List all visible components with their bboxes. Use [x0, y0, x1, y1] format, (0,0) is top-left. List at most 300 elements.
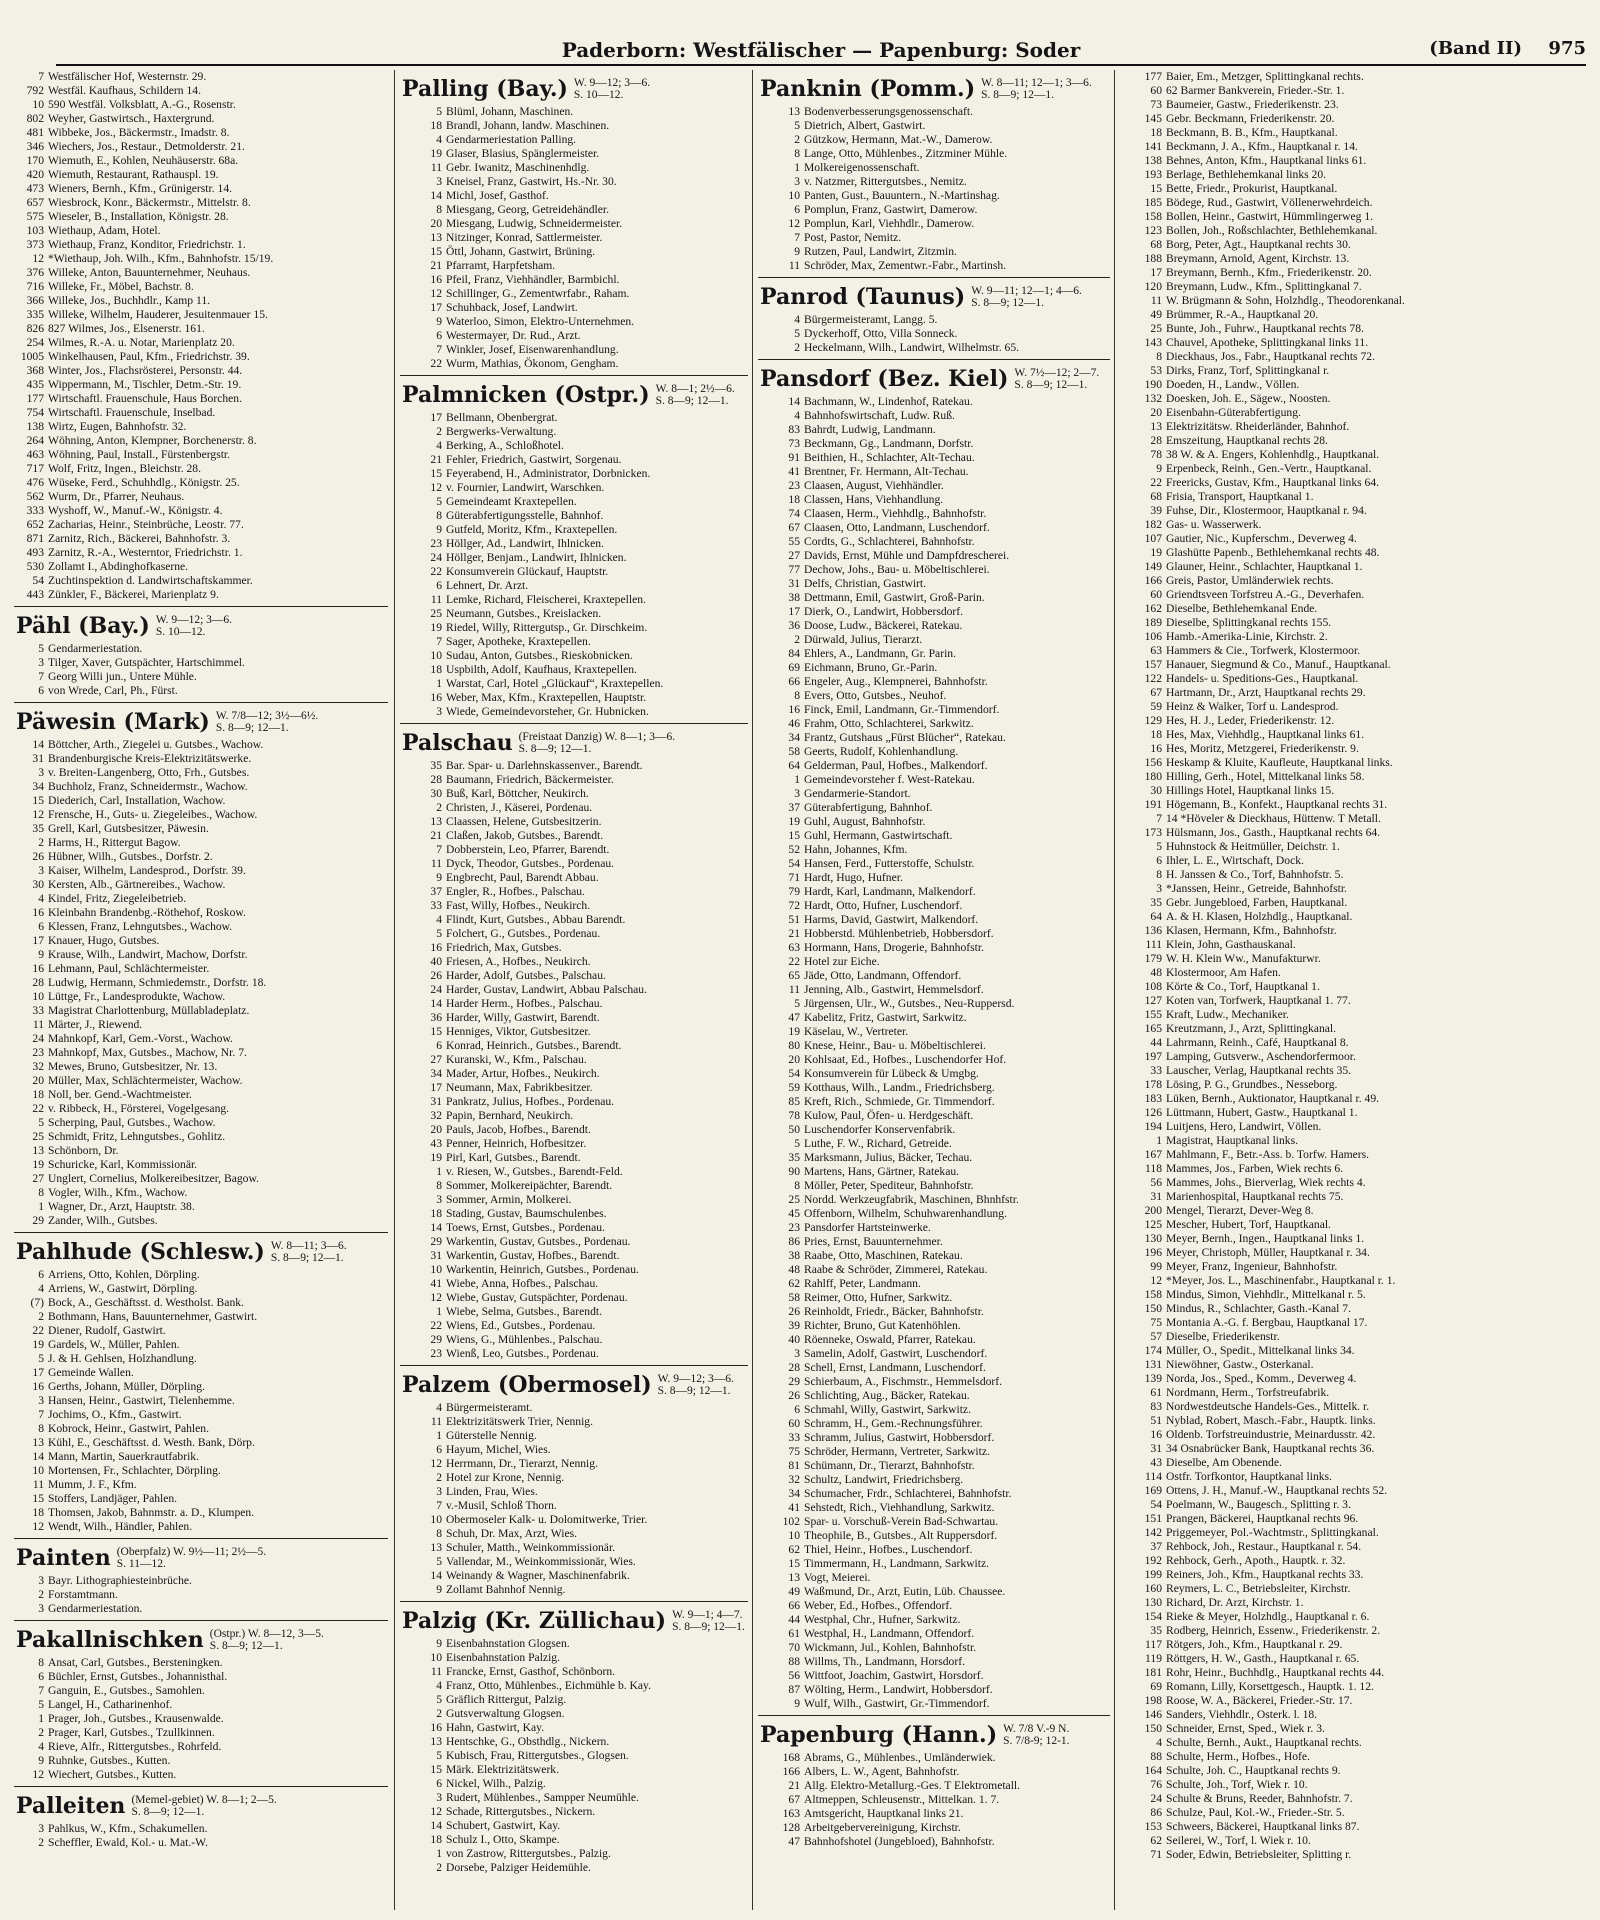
directory-entry	[1120, 1764, 1590, 1778]
phone-number: 9	[1156, 462, 1162, 475]
subscriber-text: Claasen, August, Viehhändler.	[804, 479, 944, 492]
directory-entry	[1120, 154, 1590, 168]
phone-number: 67	[788, 521, 800, 534]
directory-entry	[14, 420, 388, 434]
phone-number: 40	[788, 1333, 800, 1346]
phone-number: 493	[26, 546, 44, 559]
phone-number: 657	[26, 196, 44, 209]
subscriber-text: Harder, Willy, Gastwirt, Barendt.	[446, 1011, 600, 1024]
directory-entry	[758, 703, 1110, 717]
subscriber-text: Bollen, Heinr., Gastwirt, Hümmlingerweg 1.	[1166, 210, 1374, 223]
phone-number: 54	[788, 1067, 800, 1080]
phone-number: 24	[32, 1032, 44, 1045]
phone-number: 21	[788, 1779, 800, 1792]
directory-entry	[758, 941, 1110, 955]
phone-number: 1	[436, 1847, 442, 1860]
place-heading	[760, 284, 1110, 310]
subscriber-text: Lauscher, Verlag, Hauptkanal rechts 35.	[1166, 1064, 1352, 1077]
phone-number: 31	[430, 1095, 442, 1108]
subscriber-text: Lehnert, Dr. Arzt.	[446, 579, 529, 592]
directory-entry	[14, 1506, 388, 1520]
phone-number: 14	[32, 738, 44, 751]
directory-entry	[758, 437, 1110, 451]
phone-number: 21	[788, 927, 800, 940]
phone-number: 2	[436, 1861, 442, 1874]
subscriber-text: Miesgang, Georg, Getreidehändler.	[446, 203, 610, 216]
phone-number: 24	[1150, 1792, 1162, 1805]
directory-entry	[1120, 98, 1590, 112]
phone-number: 69	[788, 661, 800, 674]
subscriber-text: Hotel zur Eiche.	[804, 955, 880, 968]
subscriber-text: Hanauer, Siegmund & Co., Manuf., Hauptkanal.	[1166, 658, 1391, 671]
directory-entry	[14, 1282, 388, 1296]
directory-entry	[400, 1499, 748, 1513]
subscriber-text: Pries, Ernst, Bauunternehmer.	[804, 1235, 943, 1248]
subscriber-text: Rehbock, Gerh., Apoth., Hauptk. r. 32.	[1166, 1554, 1346, 1567]
place-name: Palling (Bay.)	[402, 76, 568, 102]
phone-number: 154	[1144, 1610, 1162, 1623]
sunday-hours: S. 8—9; 12—1.	[657, 1385, 731, 1397]
subscriber-text: Mader, Artur, Hofbes., Neukirch.	[446, 1067, 600, 1080]
subscriber-text: Klein, John, Gasthauskanal.	[1166, 938, 1296, 951]
directory-entry	[14, 140, 388, 154]
directory-entry	[14, 84, 388, 98]
phone-number: 11	[430, 161, 442, 174]
phone-number: 14	[430, 1569, 442, 1582]
subscriber-text: v.-Musil, Schloß Thorn.	[446, 1499, 557, 1512]
phone-number: 190	[1144, 378, 1162, 391]
weekday-hours: W. 8—11; 3—6.	[270, 1240, 347, 1252]
directory-entry	[1120, 672, 1590, 686]
directory-entry	[1120, 1120, 1590, 1134]
directory-entry	[758, 689, 1110, 703]
phone-number: 7	[38, 670, 44, 683]
phone-number: 180	[1144, 770, 1162, 783]
column-1	[14, 70, 388, 1910]
phone-number: 443	[26, 588, 44, 601]
subscriber-text: Wibbeke, Jos., Bäckermstr., Imadstr. 8.	[48, 126, 230, 139]
column-3	[758, 70, 1110, 1910]
phone-number: 26	[430, 969, 442, 982]
weekday-hours: W. 9—11; 12—1; 4—6.	[971, 285, 1082, 297]
directory-entry	[1120, 1722, 1590, 1736]
place-heading	[760, 1722, 1110, 1748]
phone-number: 183	[1144, 1092, 1162, 1105]
directory-entry	[14, 1712, 388, 1726]
directory-entry	[1120, 994, 1590, 1008]
directory-entry	[400, 1277, 748, 1291]
subscriber-text: Dyckerhoff, Otto, Villa Sonneck.	[804, 327, 958, 340]
phone-number: 80	[788, 1039, 800, 1052]
phone-number: 826	[26, 322, 44, 335]
phone-number: 30	[32, 878, 44, 891]
subscriber-text: Marienhospital, Hauptkanal rechts 75.	[1166, 1190, 1344, 1203]
directory-entry	[758, 479, 1110, 493]
directory-entry	[758, 745, 1110, 759]
directory-entry	[758, 759, 1110, 773]
subscriber-text: Pansdorfer Hartsteinwerke.	[804, 1221, 931, 1234]
subscriber-text: Buchholz, Franz, Schneidermstr., Wachow.	[48, 780, 248, 793]
subscriber-text: Dieselbe, Am Obenende.	[1166, 1456, 1282, 1469]
directory-entry	[1120, 1386, 1590, 1400]
phone-number: 125	[1144, 1218, 1162, 1231]
directory-entry	[400, 147, 748, 161]
phone-number: 2	[38, 1726, 44, 1739]
phone-number: 435	[26, 378, 44, 391]
phone-number: 9	[436, 523, 442, 536]
subscriber-text: Beithien, H., Schlachter, Alt-Techau.	[804, 451, 975, 464]
subscriber-text: Kreft, Rich., Schmiede, Gr. Timmendorf.	[804, 1095, 995, 1108]
subscriber-text: Koten van, Torfwerk, Hauptkanal 1. 77.	[1166, 994, 1351, 1007]
directory-entry	[400, 1415, 748, 1429]
phone-number: 88	[788, 1655, 800, 1668]
subscriber-text: Glauner, Heinr., Schlachter, Hauptkanal 1.	[1166, 560, 1363, 573]
directory-entry	[1120, 728, 1590, 742]
directory-entry	[1120, 350, 1590, 364]
directory-entry	[758, 1487, 1110, 1501]
directory-entry	[400, 1679, 748, 1693]
subscriber-text: Bahnhofshotel (Jungebloed), Bahnhofstr.	[804, 1835, 995, 1848]
phone-number: 4	[436, 439, 442, 452]
subscriber-text: Dieselbe, Bethlehemkanal Ende.	[1166, 602, 1318, 615]
phone-number: 652	[26, 518, 44, 531]
phone-number: 19	[788, 815, 800, 828]
subscriber-text: Brandenburgische Kreis-Elektrizitätswerke.	[48, 752, 252, 765]
subscriber-text: Claassen, Helene, Gutsbesitzerin.	[446, 815, 602, 828]
subscriber-text: Klessen, Franz, Lehngutsbes., Wachow.	[48, 920, 233, 933]
weekday-hours: W. 7/8—12; 3½—6½.	[215, 710, 319, 722]
subscriber-text: Märk. Elektrizitätswerk.	[446, 1763, 559, 1776]
subscriber-text: Bunte, Joh., Fuhrw., Hauptkanal rechts 78.	[1166, 322, 1364, 335]
place-name: Palleiten	[16, 1793, 126, 1819]
directory-entry	[1120, 574, 1590, 588]
phone-number: 173	[1144, 826, 1162, 839]
phone-number: 7	[436, 843, 442, 856]
phone-number: 16	[788, 703, 800, 716]
phone-number: 119	[1145, 1652, 1162, 1665]
subscriber-text: Rehbock, Joh., Restaur., Hauptkanal r. 54.	[1166, 1540, 1362, 1553]
phone-number: 62	[788, 1277, 800, 1290]
phone-number: 5	[38, 1698, 44, 1711]
subscriber-text: 34 Osnabrücker Bank, Hauptkanal rechts 36.	[1166, 1442, 1375, 1455]
subscriber-text: Wölting, Herm., Landwirt, Hobbersdorf.	[804, 1683, 993, 1696]
office-hours	[519, 731, 676, 755]
subscriber-text: Kaiser, Wilhelm, Landesprod., Dorfstr. 39.	[48, 864, 246, 877]
phone-number: 45	[788, 1207, 800, 1220]
directory-entry	[1120, 1036, 1590, 1050]
phone-number: 56	[1150, 1176, 1162, 1189]
subscriber-text: Reimer, Otto, Hufner, Sarkwitz.	[804, 1291, 953, 1304]
phone-number: 66	[788, 675, 800, 688]
directory-entry	[758, 1613, 1110, 1627]
directory-entry	[758, 829, 1110, 843]
subscriber-text: Wurm, Mathias, Ökonom, Gengham.	[446, 357, 619, 370]
phone-number: 86	[1150, 1806, 1162, 1819]
directory-entry	[1120, 770, 1590, 784]
directory-entry	[14, 1268, 388, 1282]
subscriber-text: Lüttmann, Hubert, Gastw., Hauptkanal 1.	[1166, 1106, 1358, 1119]
phone-number: 23	[788, 479, 800, 492]
directory-entry	[758, 1235, 1110, 1249]
sunday-hours: S. 8—9; 12—1.	[131, 1806, 205, 1818]
subscriber-text: Krause, Wilh., Landwirt, Machow, Dorfstr.	[48, 948, 248, 961]
directory-entry	[1120, 1022, 1590, 1036]
subscriber-text: Güterabfertigung, Bahnhof.	[804, 801, 933, 814]
phone-number: 114	[1145, 1470, 1162, 1483]
phone-number: 26	[788, 1305, 800, 1318]
subscriber-text: Kabelitz, Fritz, Gastwirt, Sarkwitz.	[804, 1011, 967, 1024]
directory-entry	[1120, 1092, 1590, 1106]
subscriber-text: Buß, Karl, Böttcher, Neukirch.	[446, 787, 589, 800]
subscriber-text: Schröder, Max, Zementwr.-Fabr., Martinsh.	[804, 259, 1007, 272]
phone-number: 8	[38, 1422, 44, 1435]
directory-entry	[1120, 70, 1590, 84]
directory-entry	[758, 1277, 1110, 1291]
phone-number: 13	[1150, 420, 1162, 433]
subscriber-text: Wieseler, B., Installation, Königstr. 28.	[48, 210, 229, 223]
phone-number: 90	[788, 1165, 800, 1178]
subscriber-text: Dietrich, Albert, Gastwirt.	[804, 119, 926, 132]
phone-number: 3	[436, 1791, 442, 1804]
subscriber-text: Schröder, Hermann, Vertreter, Sarkwitz.	[804, 1445, 990, 1458]
directory-entry	[1120, 1820, 1590, 1834]
weekday-hours: W. 9—12; 3—6.	[573, 77, 651, 89]
subscriber-text: Nyblad, Robert, Masch.-Fabr., Hauptk. links.	[1166, 1414, 1376, 1427]
subscriber-text: Schell, Ernst, Landmann, Luschendorf.	[804, 1361, 986, 1374]
directory-entry	[400, 1637, 748, 1651]
office-hours	[1014, 367, 1099, 391]
directory-entry	[400, 1665, 748, 1679]
phone-number: 2	[38, 836, 44, 849]
phone-number: 15	[32, 794, 44, 807]
directory-entry	[14, 1478, 388, 1492]
phone-number: 368	[26, 364, 44, 377]
subscriber-text: Berlage, Bethlehemkanal links 20.	[1166, 168, 1327, 181]
subscriber-text: Kubisch, Frau, Rittergutsbes., Glogsen.	[446, 1749, 629, 1762]
phone-number: 8	[794, 147, 800, 160]
place-heading	[402, 1372, 748, 1398]
phone-number: 23	[430, 1347, 442, 1360]
directory-entry	[14, 670, 388, 684]
phone-number: 7	[38, 1408, 44, 1421]
office-hours	[981, 77, 1092, 101]
subscriber-text: Pankratz, Julius, Hofbes., Pordenau.	[446, 1095, 615, 1108]
phone-number: 15	[1150, 182, 1162, 195]
phone-number: 34	[788, 731, 800, 744]
subscriber-text: Mindus, Simon, Viehhdlr., Mittelkanal r. 5.	[1166, 1288, 1366, 1301]
phone-number: 73	[788, 437, 800, 450]
subscriber-text: Schönborn, Dr.	[48, 1144, 119, 1157]
phone-number: 73	[1150, 98, 1162, 111]
subscriber-text: Wyshoff, W., Manuf.-W., Königstr. 4.	[48, 504, 223, 517]
subscriber-text: Westermayer, Dr. Rud., Arzt.	[446, 329, 581, 342]
directory-entry	[14, 1464, 388, 1478]
directory-entry	[400, 523, 748, 537]
directory-entry	[758, 1263, 1110, 1277]
subscriber-text: Timmermann, H., Landmann, Sarkwitz.	[804, 1557, 990, 1570]
subscriber-text: Gutsverwaltung Glogsen.	[446, 1707, 565, 1720]
directory-entry	[400, 691, 748, 705]
directory-entry	[1120, 966, 1590, 980]
subscriber-text: Lüken, Bernh., Auktionator, Hauptkanal r. 49.	[1166, 1092, 1380, 1105]
phone-number: 3	[38, 864, 44, 877]
phone-number: 23	[788, 1221, 800, 1234]
directory-entry	[758, 1501, 1110, 1515]
subscriber-text: Schweers, Bäckerei, Hauptkanal links 87.	[1166, 1820, 1360, 1833]
phone-number: 13	[32, 1436, 44, 1449]
subscriber-text: Lehmann, Paul, Schlächtermeister.	[48, 962, 210, 975]
subscriber-text: Offenborn, Wilhelm, Schuhwarenhandlung.	[804, 1207, 1007, 1220]
subscriber-text: Wittfoot, Joachim, Gastwirt, Horsdorf.	[804, 1669, 984, 1682]
subscriber-text: Bellmann, Obenbergrat.	[446, 411, 558, 424]
subscriber-text: Höllger, Ad., Landwirt, Ihlnicken.	[446, 537, 604, 550]
phone-number: 169	[1144, 1484, 1162, 1497]
directory-entry	[400, 829, 748, 843]
subscriber-text: Thomsen, Jakob, Bahnmstr. a. D., Klumpen.	[48, 1506, 255, 1519]
subscriber-text: W. H. Klein Ww., Manufakturwr.	[1166, 952, 1321, 965]
phone-number: 3	[436, 175, 442, 188]
directory-entry	[1120, 1470, 1590, 1484]
directory-entry	[400, 1721, 748, 1735]
sunday-hours: S. 8—9; 12—1.	[209, 1640, 283, 1652]
place-name: Palschau	[402, 730, 513, 756]
directory-entry	[400, 1025, 748, 1039]
subscriber-text: Wagner, Dr., Arzt, Hauptstr. 38.	[48, 1200, 195, 1213]
directory-entry	[758, 409, 1110, 423]
phone-number: 35	[430, 759, 442, 772]
directory-entry	[400, 885, 748, 899]
phone-number: 56	[788, 1669, 800, 1682]
sunday-hours: S. 7/8-9; 12-1.	[1003, 1735, 1070, 1747]
subscriber-text: Oldenb. Torfstreuindustrie, Meinardusstr. 42.	[1166, 1428, 1376, 1441]
directory-entry	[1120, 1806, 1590, 1820]
phone-number: 122	[1144, 672, 1162, 685]
phone-number: 126	[1144, 1106, 1162, 1119]
subscriber-text: Bürgermeisteramt.	[446, 1401, 533, 1414]
office-hours	[156, 614, 232, 638]
phone-number: 52	[788, 843, 800, 856]
subscriber-text: Kersten, Alb., Gärtnereibes., Wachow.	[48, 878, 226, 891]
phone-number: 20	[788, 1053, 800, 1066]
subscriber-text: Theophile, B., Gutsbes., Alt Ruppersdorf.	[804, 1529, 998, 1542]
subscriber-text: Engler, R., Hofbes., Palschau.	[446, 885, 585, 898]
phone-number: 37	[788, 801, 800, 814]
directory-entry	[400, 357, 748, 371]
phone-number: 8	[794, 1179, 800, 1192]
subscriber-text: Schillinger, G., Zementwrfabr., Raham.	[446, 287, 630, 300]
subscriber-text: Hormann, Hans, Drogerie, Bahnhofstr.	[804, 941, 984, 954]
subscriber-text: Hotel zur Krone, Nennig.	[446, 1471, 565, 1484]
subscriber-text: Engeler, Aug., Klempnerei, Bahnhofstr.	[804, 675, 988, 688]
subscriber-text: Lüttge, Fr., Landesprodukte, Wachow.	[48, 990, 226, 1003]
phone-number: 717	[26, 462, 44, 475]
phone-number: 15	[430, 467, 442, 480]
subscriber-text: Hentschke, G., Obsthdlg., Nickern.	[446, 1735, 610, 1748]
directory-entry	[758, 857, 1110, 871]
phone-number: 153	[1144, 1820, 1162, 1833]
phone-number: 18	[430, 1833, 442, 1846]
phone-number: 3	[38, 1822, 44, 1835]
directory-entry	[400, 983, 748, 997]
phone-number: 8	[38, 1186, 44, 1199]
subscriber-text: Sanders, Viehhdlr., Osterk. l. 18.	[1166, 1708, 1318, 1721]
phone-number: 12	[430, 481, 442, 494]
directory-entry	[1120, 1736, 1590, 1750]
directory-entry	[1120, 1680, 1590, 1694]
subscriber-text: Soder, Edwin, Betriebsleiter, Splitting r.	[1166, 1848, 1352, 1861]
subscriber-text: Willeke, Jos., Buchhdlr., Kamp 11.	[48, 294, 211, 307]
subscriber-text: Müller, O., Spedit., Mittelkanal links 34.	[1166, 1344, 1355, 1357]
directory-entry	[1120, 1554, 1590, 1568]
phone-number: 5	[38, 642, 44, 655]
phone-number: 20	[32, 1074, 44, 1087]
directory-entry	[400, 1123, 748, 1137]
subscriber-text: Schulte, Bernh., Aukt., Hauptkanal rechts.	[1166, 1736, 1362, 1749]
directory-entry	[758, 521, 1110, 535]
directory-entry	[758, 1389, 1110, 1403]
subscriber-text: Gautier, Nic., Kupferschm., Deverweg 4.	[1166, 532, 1357, 545]
phone-number: 5	[38, 1116, 44, 1129]
phone-number: 14	[430, 1221, 442, 1234]
phone-number: 463	[26, 448, 44, 461]
section-divider	[14, 1786, 388, 1787]
subscriber-text: Zünkler, F., Bäckerei, Marienplatz 9.	[48, 588, 219, 601]
subscriber-text: Nordd. Werkzeugfabrik, Maschinen, Bhnhfstr.	[804, 1193, 1019, 1206]
phone-number: 37	[1150, 1540, 1162, 1553]
subscriber-text: Baier, Em., Metzger, Splittingkanal rechts.	[1166, 70, 1364, 83]
phone-number: 167	[1144, 1148, 1162, 1161]
subscriber-text: Willeke, Wilhelm, Hauderer, Jesuitenmauer 15.	[48, 308, 268, 321]
place-heading	[402, 382, 748, 408]
directory-entry	[1120, 322, 1590, 336]
phone-number: 111	[1145, 938, 1162, 951]
subscriber-text: Guhl, Hermann, Gastwirtschaft.	[804, 829, 953, 842]
subscriber-text: Schramm, Julius, Gastwirt, Hobbersdorf.	[804, 1431, 995, 1444]
directory-entry	[400, 329, 748, 343]
directory-entry	[1120, 1568, 1590, 1582]
directory-entry	[400, 1221, 748, 1235]
directory-entry	[758, 731, 1110, 745]
subscriber-text: Gendarmeriestation.	[48, 642, 143, 655]
subscriber-text: Arriens, Otto, Kohlen, Dörpling.	[48, 1268, 200, 1281]
phone-number: 5	[1156, 840, 1162, 853]
phone-number: 4	[436, 913, 442, 926]
directory-entry	[14, 182, 388, 196]
directory-entry	[1120, 266, 1590, 280]
phone-number: 24	[430, 983, 442, 996]
directory-entry	[14, 1450, 388, 1464]
directory-entry	[400, 1235, 748, 1249]
subscriber-text: Rutzen, Paul, Landwirt, Zitzmin.	[804, 245, 957, 258]
directory-entry	[14, 752, 388, 766]
directory-entry	[758, 969, 1110, 983]
directory-entry	[400, 1347, 748, 1361]
directory-entry	[400, 245, 748, 259]
subscriber-text: Miesgang, Ludwig, Schneidermeister.	[446, 217, 623, 230]
directory-entry	[400, 1263, 748, 1277]
phone-number: 11	[788, 983, 800, 996]
directory-entry	[1120, 756, 1590, 770]
directory-entry	[758, 535, 1110, 549]
directory-entry	[400, 1443, 748, 1457]
subscriber-text: Gebr. Beckmann, Friederikenstr. 20.	[1166, 112, 1335, 125]
phone-number: 141	[1144, 140, 1162, 153]
phone-number: 18	[1150, 728, 1162, 741]
phone-number: 34	[32, 780, 44, 793]
phone-number: 44	[1150, 1036, 1162, 1049]
directory-entry	[1120, 1456, 1590, 1470]
directory-entry	[758, 1765, 1110, 1779]
